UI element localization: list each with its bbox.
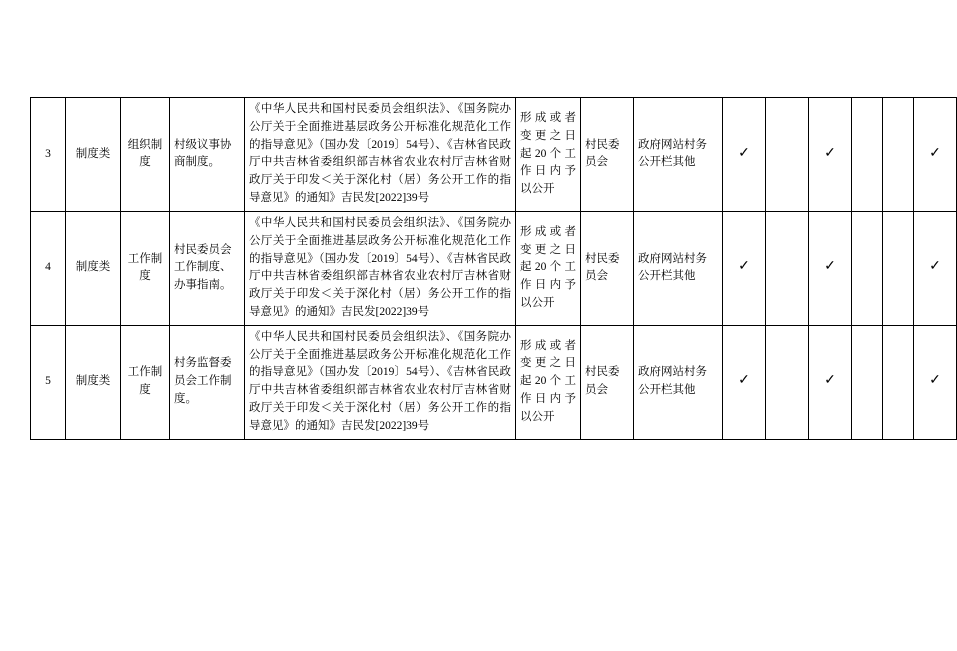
row-time-limit: 形成或者变更之日起20个工作日内予以公开 [516,325,581,439]
row-system: 工作制度 [121,211,170,325]
check-icon: ✓ [738,373,750,389]
check-icon: ✓ [929,145,941,161]
row-mark-5 [883,98,914,212]
row-mark-2 [766,211,809,325]
row-basis: 《中华人民共和国村民委员会组织法》、《国务院办公厅关于全面推进基层政务公开标准化规范化工作的指导意见》（国办发〔2019〕54号）、《吉林省民政厅中共吉林省委组织部吉林省农业农村厅吉林省财政厅关于印发＜关于深化村（居）务公开工作的指导意见》的通知》吉民发[2022]39号 [245,325,516,439]
row-index: 3 [31,98,66,212]
check-icon: ✓ [929,259,941,275]
row-mark-5 [883,211,914,325]
row-basis: 《中华人民共和国村民委员会组织法》、《国务院办公厅关于全面推进基层政务公开标准化规范化工作的指导意见》（国办发〔2019〕54号）、《吉林省民政厅中共吉林省委组织部吉林省农业农村厅吉林省财政厅关于印发＜关于深化村（居）务公开工作的指导意见》的通知》吉民发[2022]39号 [245,211,516,325]
row-mark-2 [766,325,809,439]
row-system: 组织制度 [121,98,170,212]
row-mark-6 [914,325,957,439]
row-mark-5 [883,325,914,439]
row-subject: 村民委员会 [581,325,634,439]
check-icon: ✓ [824,373,836,389]
row-index: 4 [31,211,66,325]
row-basis: 《中华人民共和国村民委员会组织法》、《国务院办公厅关于全面推进基层政务公开标准化规范化工作的指导意见》（国办发〔2019〕54号）、《吉林省民政厅中共吉林省委组织部吉林省农业农村厅吉林省财政厅关于印发＜关于深化村（居）务公开工作的指导意见》的通知》吉民发[2022]39号 [245,98,516,212]
row-mark-4 [852,325,883,439]
row-subject: 村民委员会 [581,211,634,325]
row-mark-2 [766,98,809,212]
row-mark-4 [852,211,883,325]
disclosure-catalog-table [30,97,957,440]
row-index: 5 [31,325,66,439]
row-mark-1 [723,98,766,212]
row-system: 工作制度 [121,325,170,439]
row-channel: 政府网站村务公开栏其他 [634,98,723,212]
table-body [31,98,957,440]
table-row [31,325,957,439]
row-subject: 村民委员会 [581,98,634,212]
check-icon: ✓ [824,259,836,275]
row-category: 制度类 [66,325,121,439]
row-time-limit: 形成或者变更之日起20个工作日内予以公开 [516,211,581,325]
row-mark-3 [809,98,852,212]
row-mark-6 [914,98,957,212]
row-category: 制度类 [66,211,121,325]
row-item-name: 村务监督委员会工作制度。 [170,325,245,439]
check-icon: ✓ [824,145,836,161]
row-mark-4 [852,98,883,212]
row-mark-3 [809,325,852,439]
row-item-name: 村民委员会工作制度、办事指南。 [170,211,245,325]
table-row [31,211,957,325]
check-icon: ✓ [738,259,750,275]
row-item-name: 村级议事协商制度。 [170,98,245,212]
row-category: 制度类 [66,98,121,212]
row-mark-3 [809,211,852,325]
row-time-limit: 形成或者变更之日起20个工作日内予以公开 [516,98,581,212]
table-row [31,98,957,212]
check-icon: ✓ [738,145,750,161]
row-mark-1 [723,325,766,439]
row-channel: 政府网站村务公开栏其他 [634,325,723,439]
row-channel: 政府网站村务公开栏其他 [634,211,723,325]
row-mark-6 [914,211,957,325]
check-icon: ✓ [929,373,941,389]
row-mark-1 [723,211,766,325]
